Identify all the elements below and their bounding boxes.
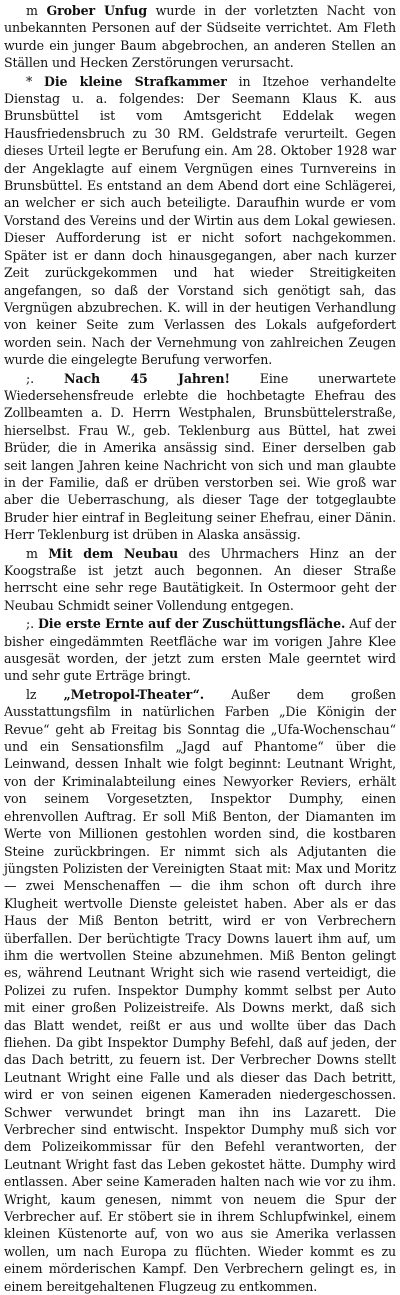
article-mark: * (26, 73, 33, 89)
newspaper-column (4, 2, 397, 1294)
article-body: wurde in der vorletzten Nacht von unbekannten Personen auf der Südseite verrichtet. Am Fleth wurde ein junger Baum abgebrochen, an anderen Stellen an Ställen und Hecken Zerstörungen verursacht. (4, 3, 396, 71)
article-mark: m (26, 545, 38, 561)
article-heading: Die kleine Strafkammer (44, 73, 227, 89)
article-heading: Mit dem Neubau (48, 545, 179, 561)
article-grober-unfug (4, 2, 396, 72)
article-heading: Die erste Ernte auf der Zuschüttungsfläche. (37, 616, 346, 632)
article-nach-45-jahren (4, 370, 396, 544)
article-erste-ernte (4, 615, 396, 685)
article-body: Außer dem großen Ausstattungsfilm in natürlichen Farben „Die Königin der Revue“ geht ab Freitag bis Sonntag die „Ufa-Wochenschau“ und ein Sensationsfilm „Jagd auf Phantome“ über die Leinwand, dessen Inhalt wie folgt beginnt: Leutnant Wright, von der Kriminalabteilung eines Newyorker Reviers, erhält von seinem Vorgesetzten, Inspektor Dumphy, einen ehrenvollen Auftrag. Er soll Miß Benton, der Diamanten im Werte von Millionen gestohlen worden sind, die kostbaren Steine zurückbringen. Er nimmt sich als Adjutanten die jüngsten Polizisten der Vereinigten Staat mit: Max und Moritz — zwei Menschenaffen — die ihm schon oft durch ihre Klugheit wertvolle Dienste geleistet haben. Aber als er das Haus der Miß Benton betritt, wird er von Verbrechern überfallen. Der berüchtigte Tracy Downs lauert ihm auf, um ihm die wertvollen Steine abzunehmen. Miß Benton gelingt es, während Leutnant Wright sich wie rasend verteidigt, die Polizei zu rufen. Inspektor Dumphy kommt selbst per Auto mit einer großen Polizeistreife. Als Downs merkt, daß sich das Blatt wendet, reißt er aus und wollte über das Dach fliehen. Da gibt Inspektor Dumphy Befehl, daß auf jeden, der das Dach betritt, zu feuern ist. Der Verbrecher Downs stellt Leutnant Wright eine Falle und als dieser das Dach betritt, wird er von seinen eigenen Kameraden niedergeschossen. Schwer verwundet bringt man ihn ins Lazarett. Die Verbrecher sind entwischt. Inspektor Dumphy muß sich vor dem Polizeikommissar für den Befehl verantworten, der Leutnant Wright fast das Leben gekostet hätte. Dumphy wird entlassen. Aber seine Kameraden halten nach wie vor zu ihm. Wright, kaum genesen, nimmt von neuem die Spur der Verbrecher auf. Er stöbert sie in ihrem Schlupfwinkel, einem kleinen Küstenorte auf, von wo aus sie Amerika verlassen wollen, um nach Europa zu flüchten. Wieder kommt es zu einem mörderischen Kampf. Den Verbrechern gelingt es, in einem bereitgehaltenen Flugzeug zu entkommen. (4, 686, 397, 1294)
article-mark: ;. (26, 370, 35, 386)
article-body: in Itzehoe verhandelte Dienstag u. a. folgendes: Der Seemann Klaus K. aus Brunsbüttel ist vom Amtsgericht Eddelak wegen Hausfriedensbruch zu 30 RM. Geldstrafe verurteilt. Gegen dieses Urteil legte er Berufung ein. Am 28. Oktober 1928 war der Angeklagte auf einem Vergnügen eines Turnvereins in Brunsbüttel. Es entstand an dem Abend dort eine Schlägerei, an welcher er sich auch beteiligte. Daraufhin wurde er vom Vorstand des Vereins und der Wirtin aus dem Lokal gewiesen. Dieser Aufforderung ist er nicht sofort nachgekommen. Später ist er dann doch hinausgegangen, aber nach kurzer Zeit zurückgekommen und hat wieder Streitigkeiten angefangen, so daß der Vorstand sich genötigt sah, das Vergnügen abzubrechen. K. will in der heutigen Verhandlung von keiner Seite zum Verlassen des Lokals aufgefordert worden sein. Nach der Vernehmung von zahlreichen Zeugen wurde die eingelegte Berufung verworfen. (4, 73, 396, 368)
article-neubau (4, 545, 396, 615)
article-mark: m (26, 3, 38, 18)
article-heading: Grober Unfug (46, 3, 148, 18)
article-heading: „Metropol-Theater“. (63, 686, 205, 702)
article-strafkammer (4, 73, 396, 369)
article-body: Auf der bisher eingedämmten Reetfläche war im vorigen Jahre Klee ausgesät worden, der jetzt zum ersten Male geerntet wird und sehr gute Erträge bringt. (4, 616, 396, 684)
article-mark: ;. (26, 616, 35, 632)
article-body: Eine unerwartete Wiedersehensfreude erlebte die hochbetagte Ehefrau des Zollbeamten a. D. Herrn Westphalen, Brunsbüttelerstraße, hierselbst. Frau W., geb. Teklenburg aus Büttel, hat zwei Brüder, die in Amerika ansässig sind. Einer derselben gab seit langen Jahren keine Nachricht von sich und man glaubte in der Familie, daß er drüben verstorben sei. Wie groß war aber die Ueberraschung, als dieser Tage der totgeglaubte Bruder hier eintraf in Begleitung seiner Ehefrau, einer Dänin. Herr Teklenburg ist drüben in Alaska ansässig. (4, 370, 397, 543)
article-body: des Uhrmachers Hinz an der Koogstraße ist jetzt auch begonnen. An dieser Straße herrscht eine sehr rege Bautätigkeit. In Ostermoor geht der Neubau Schmidt seiner Vollendung entgegen. (4, 545, 397, 613)
article-metropol-theater (4, 686, 396, 1295)
article-heading: Nach 45 Jahren! (63, 370, 230, 386)
article-mark: lz (26, 686, 37, 702)
